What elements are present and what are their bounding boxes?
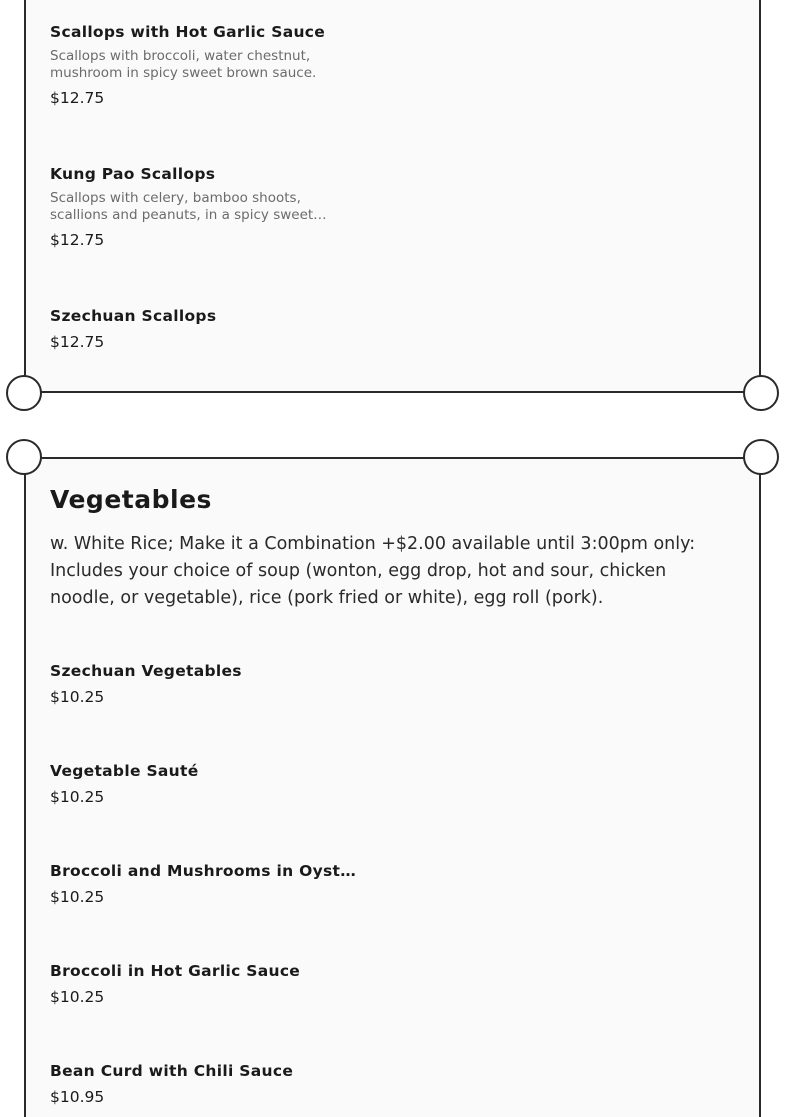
menu-item-description: Scallops with broccoli, water chestnut, mushroom in spicy sweet brown sauce. (50, 48, 317, 81)
menu-item-price: $10.95 (50, 1088, 105, 1106)
menu-item-bean-curd-chili[interactable] (50, 1061, 360, 1107)
vegetables-section-card (24, 457, 761, 1117)
menu-item-price: $12.75 (50, 231, 105, 249)
menu-item-name: Broccoli and Mushrooms in Oyst… (50, 862, 357, 880)
menu-item-price: $10.25 (50, 688, 105, 706)
menu-item-szechuan-scallops[interactable] (50, 306, 360, 352)
menu-item-price: $10.25 (50, 888, 105, 906)
menu-item-name: Broccoli in Hot Garlic Sauce (50, 962, 301, 980)
menu-item-price: $10.25 (50, 988, 105, 1006)
menu-item-price: $12.75 (50, 89, 105, 107)
menu-item-name: Szechuan Scallops (50, 307, 217, 325)
section-description: w. White Rice; Make it a Combination +$2.00 available until 3:00pm only: Includes your choice of soup (wonton, egg drop, hot and sour, chicken noodle, or vegetable), rice (pork fried or white), egg roll (pork). (50, 534, 696, 608)
menu-item-name: Bean Curd with Chili Sauce (50, 1062, 294, 1080)
menu-item-kung-pao-scallops[interactable] (50, 164, 360, 250)
menu-item-broccoli-hot-garlic[interactable] (50, 961, 360, 1007)
section-title: Vegetables (50, 485, 212, 514)
menu-item-scallops-hot-garlic[interactable] (50, 22, 360, 108)
menu-item-name: Kung Pao Scallops (50, 165, 216, 183)
menu-item-price: $12.75 (50, 333, 105, 351)
card-corner-notch (743, 375, 779, 411)
card-corner-notch (6, 375, 42, 411)
menu-item-name: Szechuan Vegetables (50, 662, 242, 680)
menu-item-description: Scallops with celery, bamboo shoots, scallions and peanuts, in a spicy sweet… (50, 190, 327, 223)
card-corner-notch (6, 439, 42, 475)
menu-item-broccoli-mushrooms-oyster[interactable] (50, 861, 360, 907)
card-corner-notch (743, 439, 779, 475)
scallops-section-card (24, 0, 761, 393)
menu-item-szechuan-vegetables[interactable] (50, 661, 360, 707)
menu-item-price: $10.25 (50, 788, 105, 806)
menu-item-vegetable-saute[interactable] (50, 761, 360, 807)
menu-item-name: Scallops with Hot Garlic Sauce (50, 23, 326, 41)
menu-item-name: Vegetable Sauté (50, 762, 199, 780)
